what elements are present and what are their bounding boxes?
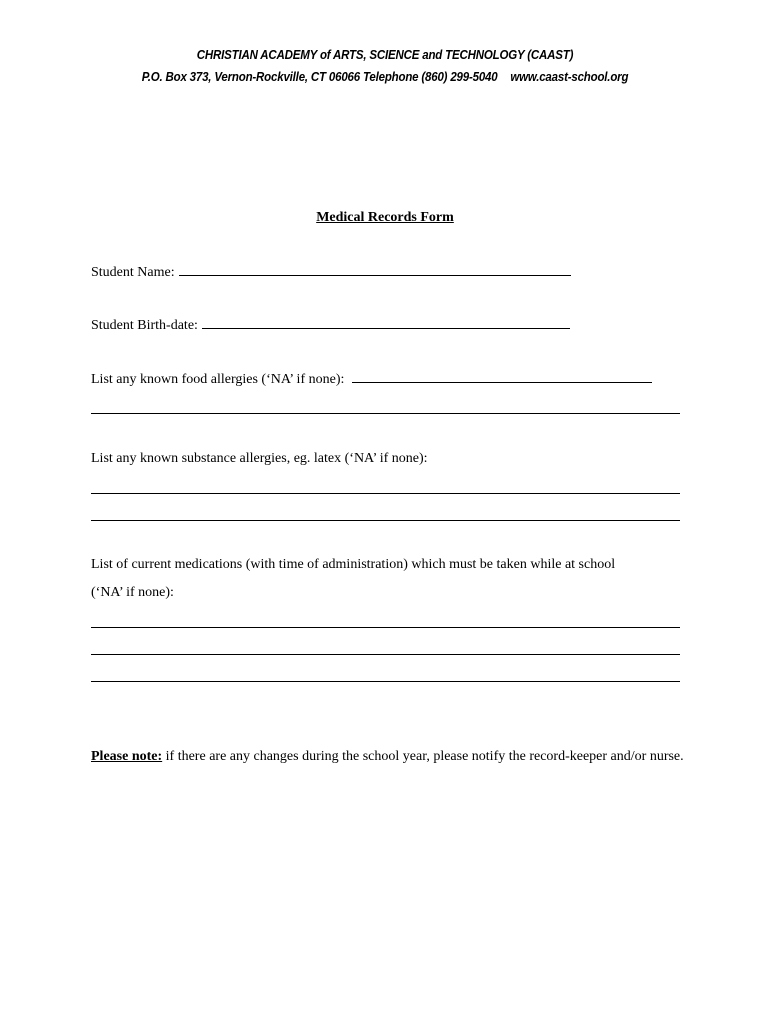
student-name-row <box>91 262 571 282</box>
birthdate-row <box>91 315 570 335</box>
food-allergies-line-2[interactable] <box>91 413 680 414</box>
medications-label <box>91 551 691 607</box>
website-link[interactable]: www.caast-school.org <box>510 70 629 84</box>
address-line: P.O. Box 373, Vernon-Rockville, CT 06066 Telephone (860) 299-5040 <box>141 70 498 84</box>
birthdate-label: Student Birth-date: <box>91 318 198 333</box>
medications-line-1[interactable] <box>91 627 680 628</box>
medications-line-2[interactable] <box>91 654 680 655</box>
substance-allergies-line-1[interactable] <box>91 493 680 494</box>
substance-allergies-line-2[interactable] <box>91 520 680 521</box>
student-name-field[interactable] <box>179 262 571 276</box>
letterhead <box>31 44 739 88</box>
substance-allergies-label: List any known substance allergies, eg. latex (‘NA’ if none): <box>91 451 428 466</box>
food-allergies-row <box>91 369 652 389</box>
school-name: CHRISTIAN ACADEMY of ARTS, SCIENCE and TECHNOLOGY (CAAST) <box>196 48 574 62</box>
medications-line-3[interactable] <box>91 681 680 682</box>
note-label: Please note: <box>91 749 163 764</box>
medications-label-line-1: List of current medications (with time of administration) which must be taken while at school <box>91 557 616 572</box>
form-title: Medical Records Form <box>316 210 454 225</box>
food-allergies-label: List any known food allergies (‘NA’ if none): <box>91 372 345 387</box>
contact-line <box>31 66 739 88</box>
student-name-label: Student Name: <box>91 265 175 280</box>
food-allergies-field[interactable] <box>352 369 652 383</box>
birthdate-field[interactable] <box>202 315 570 329</box>
note-text: if there are any changes during the school year, please notify the record-keeper and/or nurse. <box>162 749 684 764</box>
medications-label-line-2: (‘NA’ if none): <box>91 585 174 600</box>
please-note <box>91 743 691 771</box>
substance-allergies-row <box>91 450 428 468</box>
